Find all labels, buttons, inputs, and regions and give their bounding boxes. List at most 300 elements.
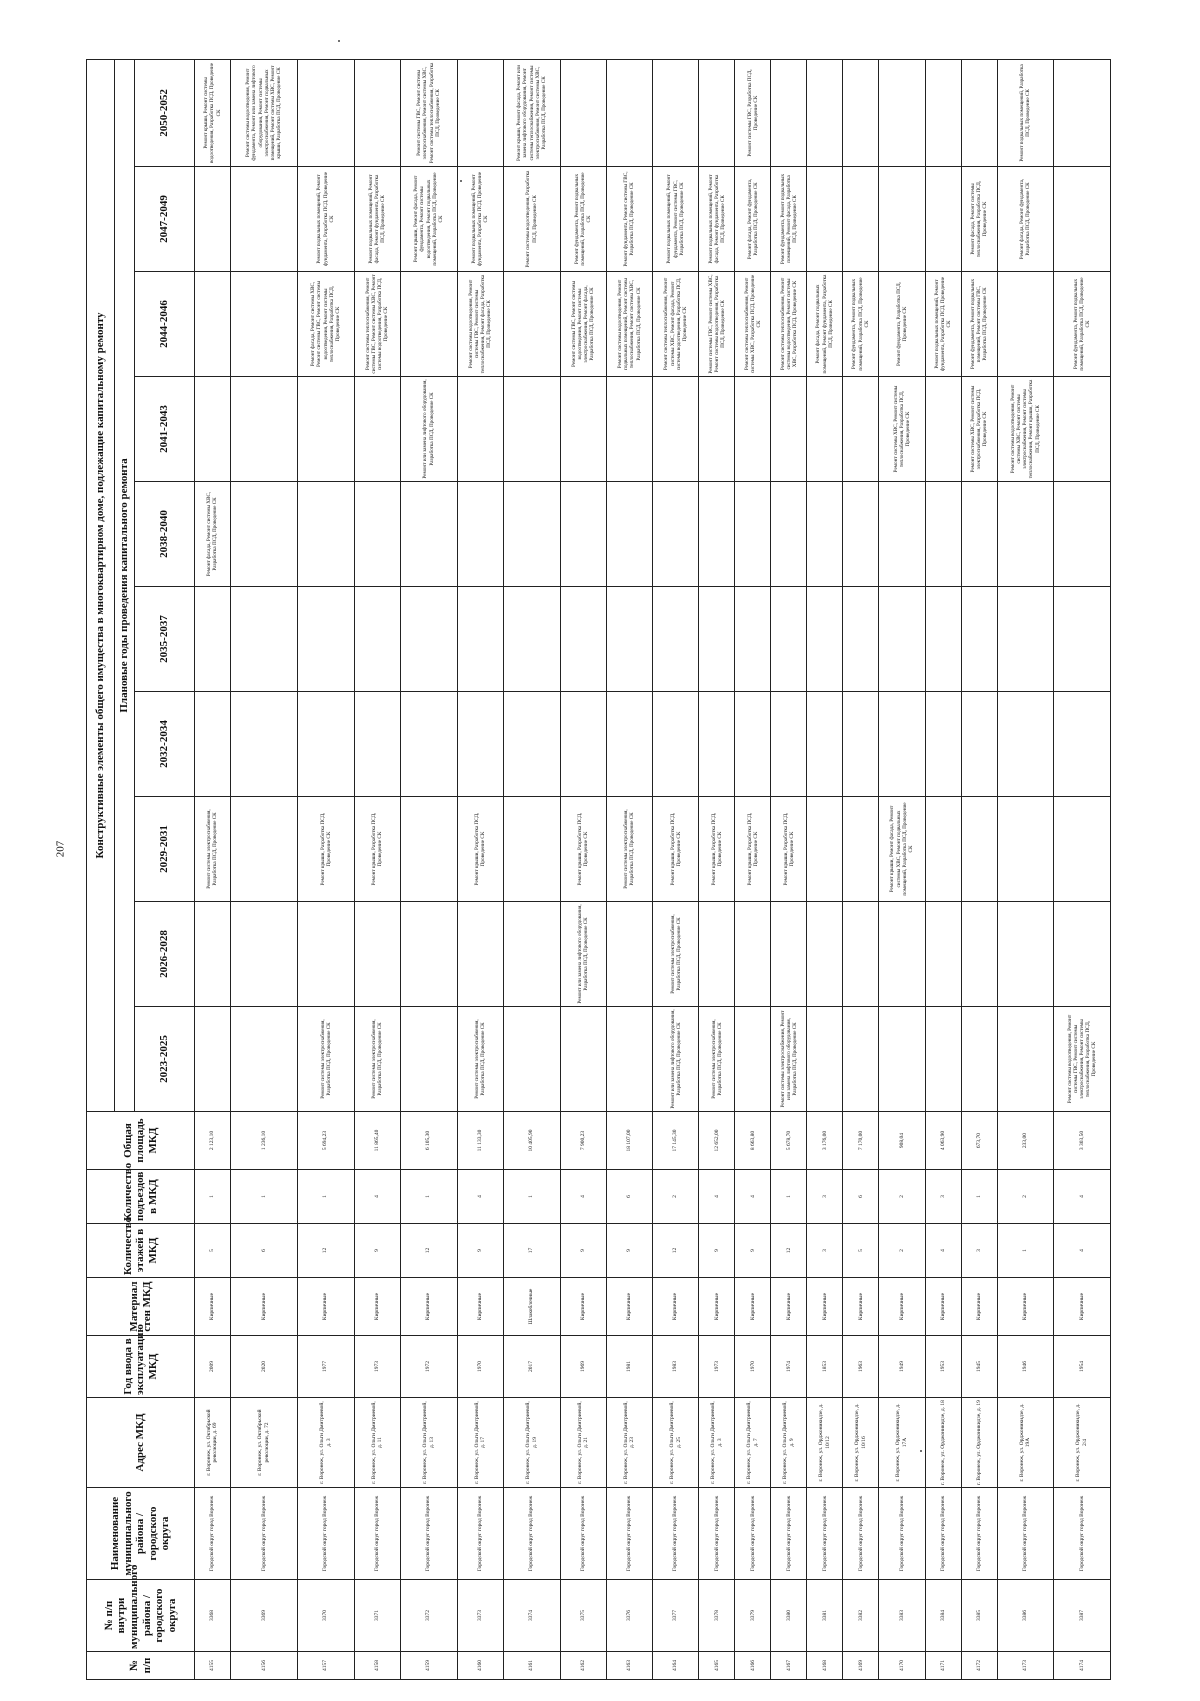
table-cell-d: Городской округ город Воронеж (807, 1488, 843, 1580)
repair-cell (879, 587, 925, 692)
table-cell-w: Шлакоблочные (503, 1278, 560, 1336)
repair-cell (400, 902, 457, 1007)
repair-cell (735, 482, 771, 587)
table-cell-f: 12 (400, 1224, 457, 1278)
repair-cell (925, 377, 961, 482)
table-cell-a: г. Воронеж, ул. Ольги Дмитриевой, д. 13 (400, 1398, 457, 1488)
repair-cell (560, 377, 606, 482)
repair-cell (879, 59, 925, 166)
table-cell-m: 3376 (606, 1580, 652, 1652)
table-cell-f: 4 (1054, 1224, 1111, 1278)
repair-cell (606, 377, 652, 482)
table-cell-p: 2 (997, 1170, 1054, 1224)
table-cell-f: 6 (230, 1224, 297, 1278)
table-row (354, 59, 400, 1679)
repair-cell (606, 1007, 652, 1112)
table-cell-m: 3375 (560, 1580, 606, 1652)
repair-cell (400, 1007, 457, 1112)
repair-cell: Ремонт системы электроснабжения, Разработка ПСД, Проведение СК (297, 1007, 354, 1112)
repair-cell: Ремонт системы электроснабжения, Ремонт или замена лифтового оборудования, Разработка ПСД, Проведение СК (771, 1007, 807, 1112)
table-row (961, 59, 997, 1679)
table-cell-n: 4165 (699, 1652, 735, 1680)
repair-cell (653, 59, 699, 166)
table-cell-p: 4 (1054, 1170, 1111, 1224)
table-cell-w: Кирпичные (961, 1278, 997, 1336)
table-cell-m: 3384 (925, 1580, 961, 1652)
repair-cell (560, 59, 606, 166)
repair-cell (699, 692, 735, 797)
repair-cell: Ремонт крыши, Разработка ПСД, Проведение СК (457, 797, 503, 902)
repair-cell: Ремонт подвальных помещений, Ремонт фундамента, Разработка ПСД, Проведение СК (457, 167, 503, 272)
table-cell-d: Городской округ город Воронеж (457, 1488, 503, 1580)
table-cell-n: 4172 (961, 1652, 997, 1680)
repair-cell (925, 797, 961, 902)
repair-cell (457, 377, 503, 482)
table-cell-s: 3 176,00 (807, 1112, 843, 1170)
year-header: 2047-2049 (135, 167, 195, 272)
repair-cell: Ремонт или замена лифтового оборудования, Разработка ПСД, Проведение СК (653, 1007, 699, 1112)
repair-cell: Ремонт крыши, Ремонт фасада, Ремонт фундамента, Ремонт системы водоотведения, Ремонт подвальных помещений, Разработка ПСД, Проведение СК (400, 167, 457, 272)
repair-cell (230, 692, 297, 797)
table-cell-a: г. Воронеж, ул. Орджоникидзе, д. 19 (961, 1398, 997, 1488)
repair-cell (879, 692, 925, 797)
repair-cell (735, 377, 771, 482)
repair-cell (297, 482, 354, 587)
repair-cell: Ремонт фундамента, Ремонт подвальных помещений, Разработка ПСД, Проведение СК (1054, 272, 1111, 377)
table-cell-s: 7 170,00 (843, 1112, 879, 1170)
repair-cell: Ремонт системы ХВС, Ремонт системы электроснабжения, Разработка ПСД, Проведение СК (961, 377, 997, 482)
repair-cell (807, 59, 843, 166)
repair-cell: Ремонт системы теплоснабжения, Ремонт системы водоотведения, Ремонт системы ХВС, Разработка ПСД, Проведение СК (771, 272, 807, 377)
table-cell-m: 3387 (1054, 1580, 1111, 1652)
table-cell-w: Кирпичные (457, 1278, 503, 1336)
table-cell-d: Городской округ город Воронеж (771, 1488, 807, 1580)
col-header: Материал стен МКД (87, 1278, 195, 1336)
scan-speck (920, 1450, 922, 1452)
table-cell-d: Городской округ город Воронеж (230, 1488, 297, 1580)
repair-cell: Ремонт фундамента, Разработка ПСД, Проведение СК (879, 272, 925, 377)
repair-cell (400, 587, 457, 692)
repair-cell (1054, 692, 1111, 797)
col-header: № п/п (87, 1652, 195, 1680)
table-cell-s: 908,04 (879, 1112, 925, 1170)
table-cell-s: 10 405,90 (503, 1112, 560, 1170)
year-header: 2023-2025 (135, 1007, 195, 1112)
table-cell-m: 3378 (699, 1580, 735, 1652)
repair-cell (699, 902, 735, 1007)
repair-cell (771, 587, 807, 692)
table-cell-a: г. Воронеж, ул. Ольги Дмитриевой, д. 21 (560, 1398, 606, 1488)
repair-cell: Ремонт системы электроснабжения, Разработка ПСД, Проведение СК (606, 797, 652, 902)
repair-cell (997, 587, 1054, 692)
table-cell-m: 3381 (807, 1580, 843, 1652)
repair-cell: Ремонт фасада, Ремонт фундамента, Разработка ПСД, Проведение СК (997, 167, 1054, 272)
col-header: Наименование муниципального района / городского округа (87, 1488, 195, 1580)
table-body (195, 59, 1111, 1679)
table-cell-w: Кирпичные (297, 1278, 354, 1336)
repair-cell (606, 482, 652, 587)
repair-cell (503, 587, 560, 692)
repair-cell: Ремонт системы водоотведения, Ремонт системы ГВС, Ремонт системы теплоснабжения, Ремонт фасада, Разработка ПСД, Проведение СК (457, 272, 503, 377)
repair-cell (354, 482, 400, 587)
repair-cell (879, 167, 925, 272)
repair-cell (771, 377, 807, 482)
table-cell-s: 673,70 (961, 1112, 997, 1170)
table-cell-y: 1963 (843, 1336, 879, 1398)
repair-cell: Ремонт системы электроснабжения, Разработка ПСД, Проведение СК (457, 1007, 503, 1112)
table-cell-s: 11 865,40 (354, 1112, 400, 1170)
repair-cell (843, 692, 879, 797)
repair-cell (699, 587, 735, 692)
repair-cell (653, 587, 699, 692)
repair-cell (699, 482, 735, 587)
repair-cell: Ремонт подвальных помещений, Ремонт фундамента, Разработка ПСД, Проведение СК (925, 272, 961, 377)
table-row (653, 59, 699, 1679)
repair-cell (925, 587, 961, 692)
repair-cell (843, 377, 879, 482)
table-cell-a: г. Воронеж, ул. Ольги Дмитриевой, д. 7 (735, 1398, 771, 1488)
repair-cell: Ремонт подвальных помещений, Ремонт фасада, Ремонт фундамента, Разработка ПСД, Проведение СК (699, 167, 735, 272)
repair-cell (457, 587, 503, 692)
repair-cell: Ремонт системы водоотведения, Разработка ПСД, Проведение СК (503, 167, 560, 272)
table-cell-f: 12 (771, 1224, 807, 1278)
table-cell-y: 1974 (771, 1336, 807, 1398)
repair-cell (879, 482, 925, 587)
table-cell-w: Кирпичные (771, 1278, 807, 1336)
table-cell-n: 4162 (560, 1652, 606, 1680)
repair-cell: Ремонт системы теплоснабжения, Ремонт системы ХВС, Ремонт фасада, Ремонт системы водоотведения, Разработка ПСД, Проведение СК (653, 272, 699, 377)
repair-cell (195, 272, 231, 377)
repair-cell (297, 59, 354, 166)
repair-cell: Ремонт фасада, Ремонт фундамента, Разработка ПСД, Проведение СК (735, 167, 771, 272)
table-cell-m: 3385 (961, 1580, 997, 1652)
repair-cell (400, 272, 457, 377)
repair-cell (961, 797, 997, 902)
year-header: 2041-2043 (135, 377, 195, 482)
table-cell-d: Городской округ город Воронеж (879, 1488, 925, 1580)
repair-cell (354, 377, 400, 482)
table-cell-s: 5 694,23 (297, 1112, 354, 1170)
table-cell-a: г. Воронеж, ул. Ольги Дмитриевой, д. 3 (297, 1398, 354, 1488)
table-cell-p: 4 (699, 1170, 735, 1224)
repair-cell (1054, 59, 1111, 166)
repair-cell (807, 692, 843, 797)
repair-cell: Ремонт системы ГВС, Разработка ПСД, Проведение СК (735, 59, 771, 166)
repair-cell (961, 59, 997, 166)
table-cell-f: 3 (807, 1224, 843, 1278)
repair-cell (400, 482, 457, 587)
scan-speck (338, 40, 340, 42)
table-header (87, 59, 195, 1679)
table-cell-d: Городской округ город Воронеж (195, 1488, 231, 1580)
table-cell-a: г. Воронеж, ул. Ольги Дмитриевой, д. 23 (606, 1398, 652, 1488)
repair-cell (297, 377, 354, 482)
table-cell-w: Кирпичные (606, 1278, 652, 1336)
capital-repair-table (86, 59, 1111, 1680)
repair-cell (699, 377, 735, 482)
table-cell-d: Городской округ город Воронеж (503, 1488, 560, 1580)
table-cell-w: Кирпичные (1054, 1278, 1111, 1336)
table-cell-w: Кирпичные (560, 1278, 606, 1336)
table-cell-n: 4158 (354, 1652, 400, 1680)
table-row (230, 59, 297, 1679)
repair-cell (354, 902, 400, 1007)
table-cell-w: Кирпичные (879, 1278, 925, 1336)
table-cell-p: 1 (961, 1170, 997, 1224)
table-cell-n: 4161 (503, 1652, 560, 1680)
repair-cell (735, 587, 771, 692)
repair-cell: Ремонт фасада, Ремонт системы ХВС, Ремонт системы ГВС, Ремонт системы водоотведения, Ремонт системы теплоснабжения, Разработка ПСД, Проведение СК (297, 272, 354, 377)
table-cell-n: 4160 (457, 1652, 503, 1680)
repair-cell (879, 902, 925, 1007)
table-cell-y: 2020 (230, 1336, 297, 1398)
repair-cell (560, 482, 606, 587)
repair-cell (925, 482, 961, 587)
repair-cell (230, 902, 297, 1007)
repair-cell (606, 587, 652, 692)
repair-cell (230, 1007, 297, 1112)
repair-cell: Ремонт крыши, Разработка ПСД, Проведение СК (771, 797, 807, 902)
table-cell-m: 3369 (230, 1580, 297, 1652)
table-cell-p: 1 (400, 1170, 457, 1224)
repair-cell (771, 59, 807, 166)
header-subtitle: Плановые годы проведения капитального ремонта (115, 59, 135, 1111)
table-row (1054, 59, 1111, 1679)
repair-cell (354, 587, 400, 692)
table-row (606, 59, 652, 1679)
table-cell-d: Городской округ город Воронеж (560, 1488, 606, 1580)
repair-cell (807, 797, 843, 902)
table-cell-d: Городской округ город Воронеж (961, 1488, 997, 1580)
table-cell-y: 1983 (653, 1336, 699, 1398)
table-cell-s: 2 123,10 (195, 1112, 231, 1170)
repair-cell (457, 902, 503, 1007)
table-cell-y: 1949 (879, 1336, 925, 1398)
table-cell-d: Городской округ город Воронеж (699, 1488, 735, 1580)
table-cell-w: Кирпичные (735, 1278, 771, 1336)
repair-cell (961, 1007, 997, 1112)
table-cell-d: Городской округ город Воронеж (297, 1488, 354, 1580)
table-cell-m: 3383 (879, 1580, 925, 1652)
table-cell-p: 1 (230, 1170, 297, 1224)
repair-cell: Ремонт крыши, Разработка ПСД, Проведение СК (560, 797, 606, 902)
repair-cell: Ремонт системы теплоснабжения, Ремонт системы ГВС, Ремонт системы ХВС, Ремонт системы водоотведения, Разработка ПСД, Проведение СК (354, 272, 400, 377)
table-row (843, 59, 879, 1679)
repair-cell (807, 482, 843, 587)
repair-cell (503, 377, 560, 482)
repair-cell (925, 692, 961, 797)
repair-cell: Ремонт фасада, Ремонт системы теплоснабжения, Разработка ПСД, Проведение СК (961, 167, 997, 272)
table-cell-p: 3 (925, 1170, 961, 1224)
table-cell-p: 1 (771, 1170, 807, 1224)
table-cell-y: 1972 (400, 1336, 457, 1398)
table-cell-m: 3379 (735, 1580, 771, 1652)
repair-cell (843, 167, 879, 272)
repair-cell: Ремонт крыши, Ремонт фасада, Ремонт или замена лифтового оборудования, Ремонт системы теплоснабжения, Ремонт системы электроснабжения, Ремонт системы ХВС, Разработка ПСД, Проведение СК (503, 59, 560, 166)
table-cell-p: 4 (457, 1170, 503, 1224)
table-cell-y: 1973 (354, 1336, 400, 1398)
table-cell-f: 5 (843, 1224, 879, 1278)
repair-cell (653, 692, 699, 797)
table-cell-m: 3382 (843, 1580, 879, 1652)
repair-cell (457, 692, 503, 797)
repair-cell (807, 587, 843, 692)
table-cell-w: Кирпичные (400, 1278, 457, 1336)
repair-cell (230, 272, 297, 377)
table-cell-p: 2 (879, 1170, 925, 1224)
table-cell-s: 233,00 (997, 1112, 1054, 1170)
repair-cell (653, 482, 699, 587)
repair-cell (230, 482, 297, 587)
repair-cell: Ремонт фасада, Ремонт системы ХВС, Разработка ПСД, Проведение СК (195, 482, 231, 587)
table-cell-m: 3374 (503, 1580, 560, 1652)
table-cell-p: 4 (560, 1170, 606, 1224)
table-cell-a: г. Воронеж, ул. Ольги Дмитриевой, д. 11 (354, 1398, 400, 1488)
repair-cell (297, 587, 354, 692)
table-cell-y: 1946 (997, 1336, 1054, 1398)
year-header: 2035-2037 (135, 587, 195, 692)
repair-cell: Ремонт подвальных помещений, Разработка ПСД, Проведение СК (997, 59, 1054, 166)
repair-cell (843, 59, 879, 166)
col-header: Адрес МКД (87, 1398, 195, 1488)
repair-cell: Ремонт подвальных помещений, Ремонт фасада, Ремонт фундамента, Разработка ПСД, Проведение СК (354, 167, 400, 272)
table-cell-m: 3370 (297, 1580, 354, 1652)
table-cell-n: 4174 (1054, 1652, 1111, 1680)
repair-cell (735, 902, 771, 1007)
repair-cell: Ремонт крыши, Ремонт системы водоотведения, Разработка ПСД, Проведение СК (195, 59, 231, 166)
table-cell-y: 1853 (807, 1336, 843, 1398)
repair-cell (1054, 377, 1111, 482)
repair-cell (925, 167, 961, 272)
repair-cell (195, 167, 231, 272)
repair-cell (879, 1007, 925, 1112)
table-row (771, 59, 807, 1679)
table-cell-a: г. Воронеж, ул. Ольги Дмитриевой, д. 17 (457, 1398, 503, 1488)
table-cell-f: 17 (503, 1224, 560, 1278)
table-cell-f: 2 (879, 1224, 925, 1278)
repair-cell: Ремонт фундамента, Ремонт подвальных помещений, Разработка ПСД, Проведение СК (843, 272, 879, 377)
repair-cell: Ремонт крыши, Разработка ПСД, Проведение СК (354, 797, 400, 902)
table-cell-s: 8 663,80 (735, 1112, 771, 1170)
table-cell-p: 3 (807, 1170, 843, 1224)
repair-cell (807, 377, 843, 482)
table-cell-n: 4168 (807, 1652, 843, 1680)
table-cell-n: 4171 (925, 1652, 961, 1680)
table-cell-w: Кирпичные (843, 1278, 879, 1336)
repair-cell (195, 692, 231, 797)
table-cell-y: 1953 (925, 1336, 961, 1398)
repair-cell (354, 59, 400, 166)
table-row (997, 59, 1054, 1679)
table-cell-f: 1 (997, 1224, 1054, 1278)
repair-cell: Ремонт крыши, Разработка ПСД, Проведение СК (653, 797, 699, 902)
repair-cell (230, 587, 297, 692)
repair-cell (503, 272, 560, 377)
table-cell-s: 4 063,90 (925, 1112, 961, 1170)
repair-cell: Ремонт системы ХВС, Ремонт системы теплоснабжения, Разработка ПСД, Проведение СК (879, 377, 925, 482)
repair-cell (961, 692, 997, 797)
repair-cell: Ремонт системы ГВС, Ремонт системы электроснабжения, Ремонт системы ХВС, Ремонт системы теплоснабжения, Разработка ПСД, Проведение СК (400, 59, 457, 166)
table-row (195, 59, 231, 1679)
table-cell-w: Кирпичные (230, 1278, 297, 1336)
repair-cell (230, 377, 297, 482)
table-cell-f: 12 (653, 1224, 699, 1278)
repair-cell: Ремонт системы электроснабжения, Разработка ПСД, Проведение СК (195, 797, 231, 902)
repair-cell: Ремонт системы ГВС, Ремонт системы водоотведения, Ремонт системы электроснабжения, Ремонт фасада, Разработка ПСД, Проведение СК (560, 272, 606, 377)
repair-cell: Ремонт подвальных помещений, Ремонт фундамента, Ремонт системы ГВС, Разработка ПСД, Проведение СК (653, 167, 699, 272)
table-cell-f: 9 (606, 1224, 652, 1278)
table-cell-w: Кирпичные (807, 1278, 843, 1336)
year-header: 2044-2046 (135, 272, 195, 377)
col-header: № п/п внутри муниципального района / городского округа (87, 1580, 195, 1652)
table-cell-d: Городской округ город Воронеж (653, 1488, 699, 1580)
table-cell-d: Городской округ город Воронеж (735, 1488, 771, 1580)
table-cell-s: 18 107,00 (606, 1112, 652, 1170)
table-cell-n: 4156 (230, 1652, 297, 1680)
repair-cell (1054, 587, 1111, 692)
table-cell-w: Кирпичные (997, 1278, 1054, 1336)
repair-cell (997, 272, 1054, 377)
table-row (807, 59, 843, 1679)
table-cell-n: 4166 (735, 1652, 771, 1680)
table-cell-w: Кирпичные (925, 1278, 961, 1336)
repair-cell (997, 482, 1054, 587)
table-cell-p: 1 (503, 1170, 560, 1224)
table-row (925, 59, 961, 1679)
repair-cell (997, 797, 1054, 902)
repair-cell (997, 692, 1054, 797)
repair-cell (560, 1007, 606, 1112)
table-cell-w: Кирпичные (354, 1278, 400, 1336)
table-cell-a: г. Воронеж, ул. Октябрьской революции, д. 69 (195, 1398, 231, 1488)
repair-cell: Ремонт фундамента, Ремонт подвальных помещений, Ремонт системы ГВС, Разработка ПСД, Проведение СК (961, 272, 997, 377)
repair-cell (843, 902, 879, 1007)
table-cell-y: 1954 (1054, 1336, 1111, 1398)
table-cell-n: 4163 (606, 1652, 652, 1680)
table-row (879, 59, 925, 1679)
table-cell-p: 1 (297, 1170, 354, 1224)
table-cell-a: г. Воронеж, ул. Ольги Дмитриевой, д. 19 (503, 1398, 560, 1488)
table-cell-m: 3380 (771, 1580, 807, 1652)
table-cell-d: Городской округ город Воронеж (925, 1488, 961, 1580)
table-cell-f: 12 (297, 1224, 354, 1278)
year-header: 2050-2052 (135, 59, 195, 166)
table-cell-s: 11 133,30 (457, 1112, 503, 1170)
repair-cell (606, 59, 652, 166)
table-cell-y: 2009 (195, 1336, 231, 1398)
repair-cell (230, 167, 297, 272)
table-cell-d: Городской округ город Воронеж (400, 1488, 457, 1580)
repair-cell (771, 482, 807, 587)
repair-cell: Ремонт системы водоотведения, Ремонт системы ГВС, Ремонт системы электроснабжения, Ремонт системы теплоснабжения, Разработка ПСД, Проведение СК (1054, 1007, 1111, 1112)
repair-cell: Ремонт крыши, Разработка ПСД, Проведение СК (699, 797, 735, 902)
col-header: Количество подъездов в МКД (87, 1170, 195, 1224)
repair-cell: Ремонт крыши, Ремонт фасада, Ремонт системы ХВС, Ремонт подвальных помещений, Разработка ПСД, Проведение СК (879, 797, 925, 902)
table-cell-m: 3371 (354, 1580, 400, 1652)
table-cell-d: Городской округ город Воронеж (843, 1488, 879, 1580)
repair-cell: Ремонт фундамента, Ремонт подвальных помещений, Ремонт фасада, Разработка ПСД, Проведение СК (771, 167, 807, 272)
year-header: 2038-2040 (135, 482, 195, 587)
repair-cell (230, 797, 297, 902)
repair-cell (807, 1007, 843, 1112)
table-cell-f: 9 (354, 1224, 400, 1278)
table-cell-n: 4159 (400, 1652, 457, 1680)
table-cell-n: 4169 (843, 1652, 879, 1680)
repair-cell: Ремонт системы водоотведения, Ремонт подвальных помещений, Ремонт системы теплоснабжения, Ремонт системы ХВС, Разработка ПСД, Проведение СК (606, 272, 652, 377)
table-row (699, 59, 735, 1679)
repair-cell (606, 692, 652, 797)
table-cell-a: г. Воронеж, ул. Орджоникидзе, д. 10/16 (843, 1398, 879, 1488)
